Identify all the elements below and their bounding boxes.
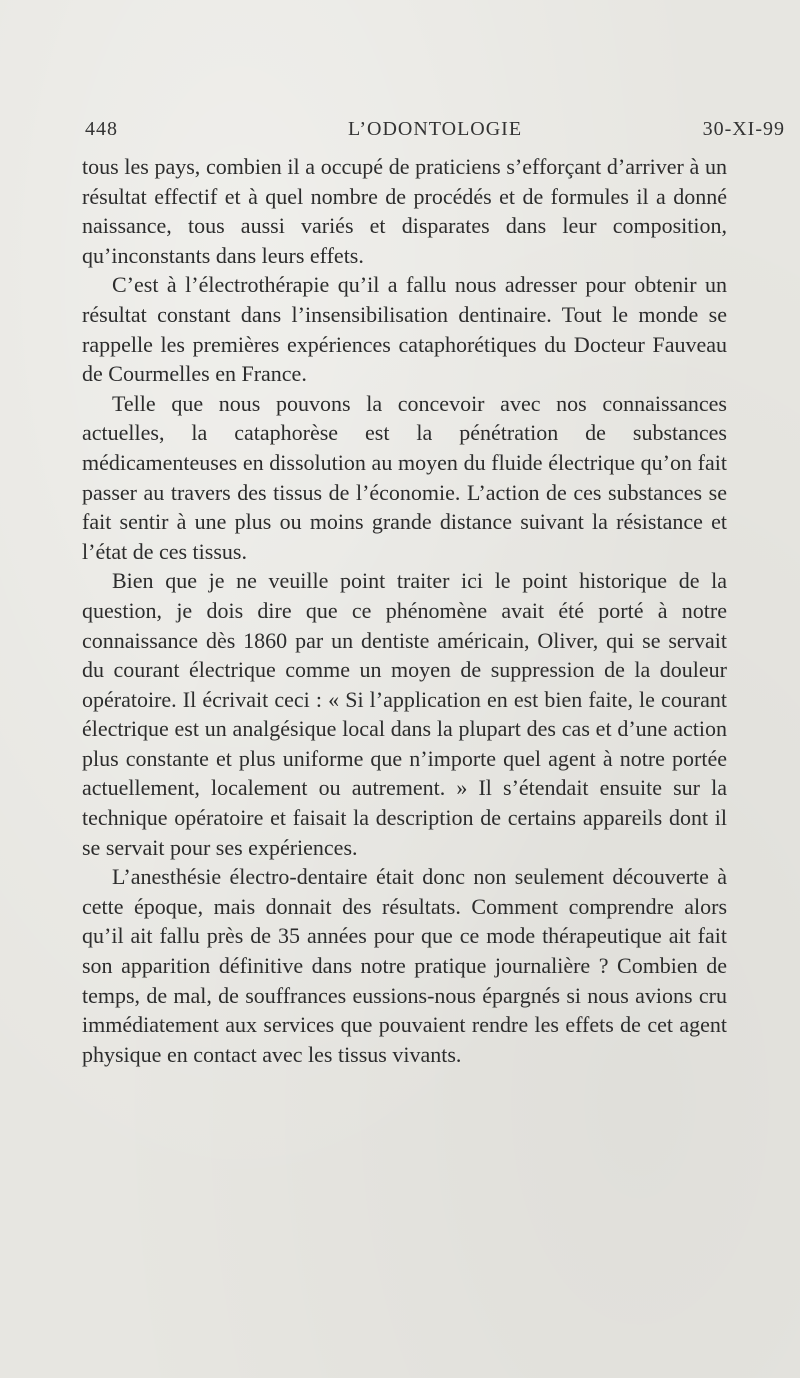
paragraph-1: tous les pays, combien il a occupé de praticiens s’efforçant d’arriver à un résultat effectif et à quel nombre de procédés et de formules il a donné naissance, tous aussi variés et disparates dans leur composition, qu’inconstants dans leurs effets. <box>82 154 727 268</box>
paragraph-4: Bien que je ne veuille point traiter ici le point historique de la question, je dois dire que ce phénomène avait été porté à notre connaissance dès 1860 par un dentiste américain, Oliver, qui se servait du courant électrique comme un moyen de suppression de la douleur opératoire. Il écrivait ceci : « Si l’application en est bien faite, le courant électrique est un analgésique local dans la plupart des cas et d’une action plus constante et plus uniforme que n’importe quel agent à notre portée actuellement, localement ou autrement. » Il s’étendait ensuite sur la technique opératoire et faisait la description de certains appareils dont il se servait pour ses expériences. <box>82 568 727 860</box>
page-number: 448 <box>85 118 118 140</box>
body-text <box>82 152 727 1069</box>
paragraph-5: L’anesthésie électro-dentaire était donc non seulement découverte à cette époque, mais donnait des résultats. Comment comprendre alors qu’il ait fallu près de 35 années pour que ce mode thérapeutique ait fait son apparition définitive dans notre pratique journalière ? Combien de temps, de mal, de souffrances eussions-nous épargnés si nous avions cru immédiatement aux services que pouvaient rendre les effets de cet agent physique en contact avec les tissus vivants. <box>82 864 727 1067</box>
paragraph-2: C’est à l’électrothérapie qu’il a fallu nous adresser pour obtenir un résultat constant dans l’insensibilisation dentinaire. Tout le monde se rappelle les premières expériences cataphorétiques du Docteur Fauveau de Courmelles en France. <box>82 272 727 387</box>
paragraph-3: Telle que nous pouvons la concevoir avec nos connaissances actuelles, la cataphorèse est la pénétration de substances médicamenteuses en dissolution au moyen du fluide électrique qu’on fait passer au travers des tissus de l’économie. L’action de ces substances se fait sentir à une plus ou moins grande distance suivant la résistance et l’état de ces tissus. <box>82 390 727 564</box>
running-header <box>85 118 785 148</box>
journal-title: L’ODONTOLOGIE <box>347 118 523 140</box>
issue-date: 30-XI-99 <box>702 118 785 140</box>
